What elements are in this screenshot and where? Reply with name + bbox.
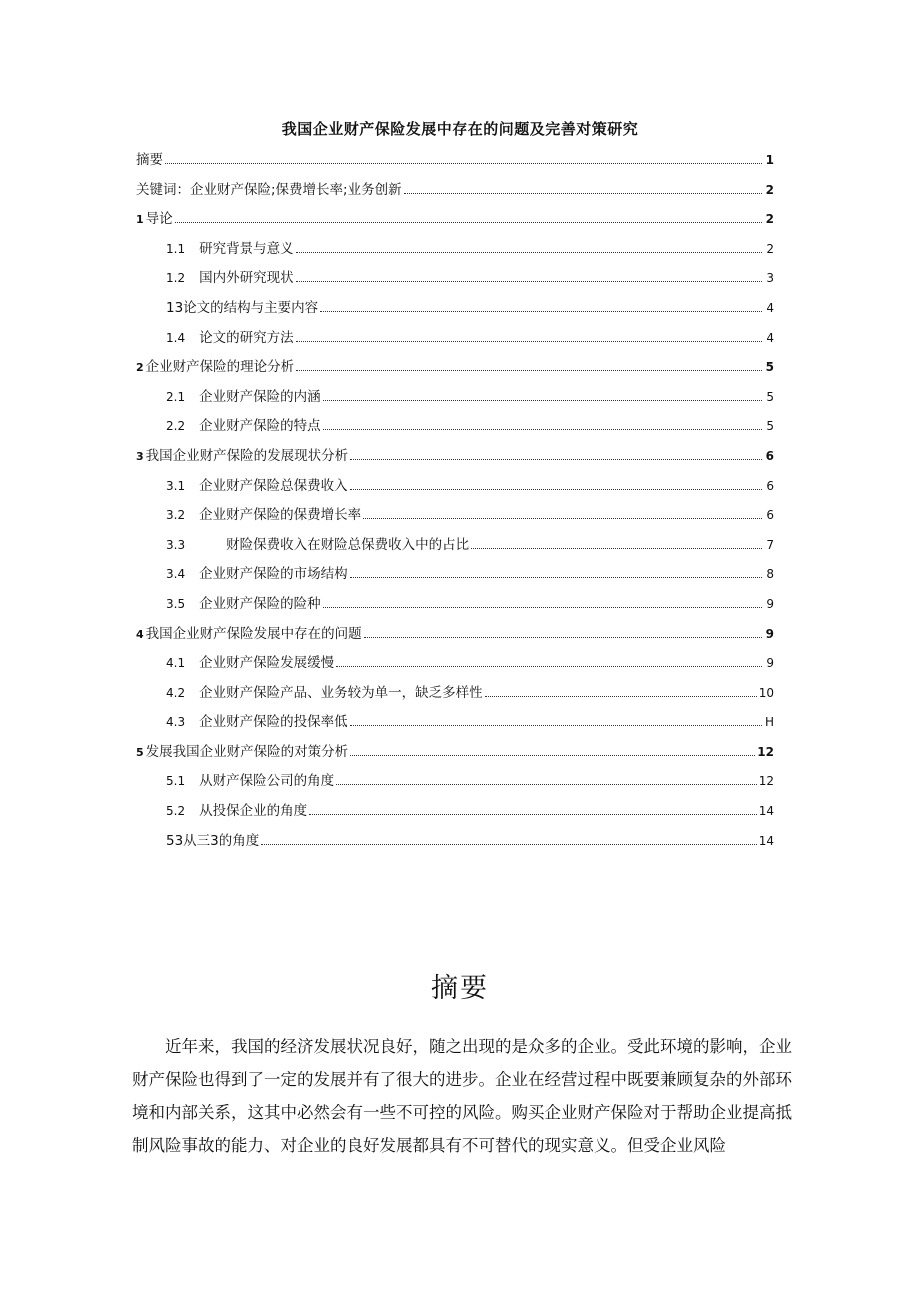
toc-entry-text: 关键词：企业财产保险;保费增长率;业务创新 xyxy=(136,181,402,198)
toc-entry[interactable] xyxy=(136,444,774,474)
toc-entry[interactable] xyxy=(136,503,774,533)
toc-entry[interactable] xyxy=(136,533,774,563)
toc-entry-label xyxy=(166,385,321,405)
toc-entry-text: 从财产保险公司的角度 xyxy=(199,773,335,790)
toc-entry-label xyxy=(136,207,173,227)
toc-entry[interactable] xyxy=(136,474,774,504)
toc-dot-leader xyxy=(336,665,762,667)
toc-entry-label xyxy=(166,592,321,612)
toc-dot-leader xyxy=(350,576,762,578)
toc-entry-number: 5 xyxy=(136,745,144,759)
toc-page-number: 2 xyxy=(765,212,774,227)
toc-entry-number: 3.2 xyxy=(166,508,186,523)
toc-page-number: 6 xyxy=(765,448,774,463)
toc-entry-text: 国内外研究现状 xyxy=(199,270,294,287)
toc-page-number: 4 xyxy=(766,330,774,345)
toc-page-number: 5 xyxy=(766,389,774,404)
toc-page-number: 9 xyxy=(765,626,774,641)
toc-entry-text: 研究背景与意义 xyxy=(199,240,294,257)
toc-entry-label xyxy=(136,178,402,198)
toc-entry-text: 企业财产保险发展缓慢 xyxy=(199,655,335,672)
toc-dot-leader xyxy=(471,547,762,549)
toc-entry[interactable] xyxy=(136,355,774,385)
toc-page-number: 12 xyxy=(758,774,774,789)
toc-page-number: 1 xyxy=(765,153,774,167)
toc-entry-text: 企业财产保险的险种 xyxy=(199,595,321,612)
toc-entry[interactable] xyxy=(136,326,774,356)
toc-entry-text: 企业财产保险的特点 xyxy=(199,418,321,435)
toc-entry[interactable] xyxy=(136,710,774,740)
toc-page-number: 2 xyxy=(765,182,774,197)
toc-entry[interactable] xyxy=(136,592,774,622)
toc-entry-label xyxy=(166,769,334,789)
toc-entry-label xyxy=(166,414,321,434)
toc-page-number: 9 xyxy=(766,656,774,671)
toc-entry[interactable] xyxy=(136,740,774,770)
toc-dot-leader xyxy=(336,783,757,785)
toc-entry-number: 4.3 xyxy=(166,715,186,730)
toc-entry-number: 3.5 xyxy=(166,596,186,611)
toc-dot-leader xyxy=(364,636,762,638)
toc-entry-number: 4.2 xyxy=(166,685,186,700)
toc-entry-text: 13论文的结构与主要内容 xyxy=(166,299,319,316)
toc-dot-leader xyxy=(296,280,762,282)
toc-entry-label xyxy=(166,533,469,553)
toc-dot-leader xyxy=(323,399,762,401)
toc-entry-number: 1.2 xyxy=(166,271,186,286)
abstract-body: 近年来，我国的经济发展状况良好，随之出现的是众多的企业。受此环境的影响，企业财产保险也得到了一定的发展并有了很大的进步。企业在经营过程中既要兼顾复杂的外部环境和内部关系，这其中必然会有一些不可控的风险。购买企业财产保险对于帮助企业提高抵制风险事故的能力、对企业的良好发展都具有不可替代的现实意义。但受企业风险 xyxy=(132,1037,792,1155)
toc-dot-leader xyxy=(485,695,757,697)
toc-dot-leader xyxy=(363,517,762,519)
toc-entry-text: 企业财产保险的理论分析 xyxy=(145,359,295,376)
toc-dot-leader xyxy=(350,458,762,460)
toc-entry-label xyxy=(136,444,348,464)
toc-entry-text: 企业财产保险的内涵 xyxy=(199,388,321,405)
toc-entry-number: 5.1 xyxy=(166,774,186,789)
toc-entry-label xyxy=(166,799,307,819)
toc-dot-leader xyxy=(323,428,762,430)
toc-entry-label xyxy=(166,296,318,316)
toc-page-number: 14 xyxy=(758,833,774,848)
toc-entry-text: 企业财产保险的保费增长率 xyxy=(199,507,362,524)
toc-entry-label xyxy=(166,829,259,849)
toc-entry-text: 企业财产保险的投保率低 xyxy=(199,714,348,731)
toc-entry[interactable] xyxy=(136,681,774,711)
toc-entry-text: 发展我国企业财产保险的对策分析 xyxy=(145,743,349,760)
toc-entry[interactable] xyxy=(136,385,774,415)
toc-page-number: 8 xyxy=(766,567,774,582)
document-title: 我国企业财产保险发展中存在的问题及完善对策研究 xyxy=(281,120,639,138)
toc-entry-number: 4 xyxy=(136,627,144,641)
toc-dot-leader xyxy=(323,606,762,608)
toc-dot-leader xyxy=(404,192,762,194)
toc-entry-text: 论文的研究方法 xyxy=(199,329,294,346)
toc-entry-number: 1.4 xyxy=(166,330,186,345)
toc-entry-label xyxy=(136,355,294,375)
toc-entry-text: 导论 xyxy=(145,211,173,228)
toc-dot-leader xyxy=(350,488,762,490)
toc-entry-text: 企业财产保险总保费收入 xyxy=(199,477,348,494)
toc-entry[interactable] xyxy=(136,414,774,444)
toc-entry[interactable] xyxy=(136,207,774,237)
toc-entry[interactable] xyxy=(136,296,774,326)
toc-entry-number: 3.1 xyxy=(166,478,186,493)
toc-entry-label xyxy=(136,148,163,168)
toc-entry-number: 4.1 xyxy=(166,656,186,671)
toc-page-number: 3 xyxy=(766,271,774,286)
toc-entry[interactable] xyxy=(136,622,774,652)
toc-page-number: 10 xyxy=(758,685,774,700)
toc-entry-text: 我国企业财产保险发展中存在的问题 xyxy=(145,625,362,642)
toc-page-number: 2 xyxy=(766,241,774,256)
toc-dot-leader xyxy=(165,162,762,164)
toc-page-number: 9 xyxy=(766,596,774,611)
toc-entry-text: 摘要 xyxy=(136,152,163,168)
toc-entry-label xyxy=(166,266,294,286)
toc-entry-number: 1 xyxy=(136,213,144,227)
toc-entry-label xyxy=(166,237,294,257)
toc-entry-label xyxy=(166,681,483,701)
toc-entry-label xyxy=(166,326,294,346)
toc-entry-number: 3 xyxy=(136,449,144,463)
toc-dot-leader xyxy=(175,221,762,223)
toc-dot-leader xyxy=(309,813,757,815)
toc-dot-leader xyxy=(320,310,762,312)
toc-entry-label xyxy=(136,740,348,760)
toc-entry[interactable] xyxy=(136,829,774,859)
abstract-heading: 摘要 xyxy=(431,973,489,1004)
toc-entry[interactable] xyxy=(136,769,774,799)
toc-page-number: 5 xyxy=(766,419,774,434)
toc-dot-leader xyxy=(296,251,762,253)
toc-entry-text: 企业财产保险的市场结构 xyxy=(199,566,348,583)
toc-entry-text: 从投保企业的角度 xyxy=(199,803,308,820)
toc-entry-number: 1.1 xyxy=(166,241,186,256)
toc-dot-leader xyxy=(350,754,755,756)
toc-dot-leader xyxy=(296,340,762,342)
toc-page-number: 4 xyxy=(766,300,774,315)
toc-entry[interactable] xyxy=(136,148,774,178)
toc-entry[interactable] xyxy=(136,178,774,208)
toc-entry-number: 2.1 xyxy=(166,389,186,404)
table-of-contents xyxy=(136,148,774,858)
toc-entry-number: 3.4 xyxy=(166,567,186,582)
toc-dot-leader xyxy=(296,369,762,371)
toc-entry-label xyxy=(166,503,361,523)
toc-page-number: 14 xyxy=(758,804,774,819)
toc-page-number: 6 xyxy=(766,508,774,523)
toc-page-number: 6 xyxy=(766,478,774,493)
toc-entry[interactable] xyxy=(136,237,774,267)
toc-entry-text: 我国企业财产保险的发展现状分析 xyxy=(145,447,349,464)
toc-page-number: H xyxy=(764,715,774,730)
toc-entry-label xyxy=(166,651,334,671)
toc-entry-text: 财险保费收入在财险总保费收入中的占比 xyxy=(199,536,470,553)
toc-entry[interactable] xyxy=(136,799,774,829)
toc-entry-text: 53从三3的角度 xyxy=(166,832,260,849)
toc-page-number: 12 xyxy=(757,744,774,759)
toc-entry-label xyxy=(166,562,348,582)
toc-entry-label xyxy=(136,622,362,642)
toc-entry-number: 5.2 xyxy=(166,804,186,819)
toc-entry[interactable] xyxy=(136,651,774,681)
toc-dot-leader xyxy=(261,843,756,845)
toc-entry-label xyxy=(166,710,348,730)
toc-entry-number: 2.2 xyxy=(166,419,186,434)
toc-entry-number: 2 xyxy=(136,361,144,375)
toc-entry[interactable] xyxy=(136,266,774,296)
toc-page-number: 7 xyxy=(766,537,774,552)
toc-entry-number: 3.3 xyxy=(166,537,186,552)
toc-page-number: 5 xyxy=(765,360,774,375)
toc-entry[interactable] xyxy=(136,562,774,592)
toc-entry-label xyxy=(166,474,348,494)
toc-dot-leader xyxy=(350,724,762,726)
toc-entry-text: 企业财产保险产品、业务较为单一，缺乏多样性 xyxy=(199,684,483,701)
